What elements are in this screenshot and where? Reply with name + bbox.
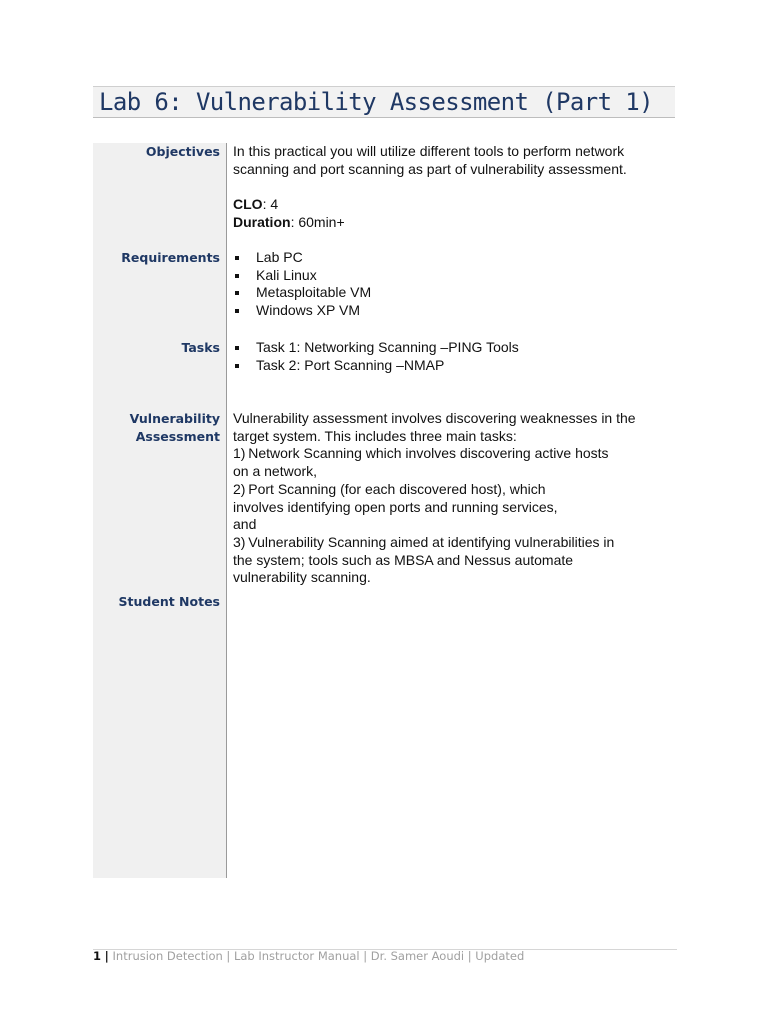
page-number: 1 (93, 949, 102, 963)
text-line: Vulnerability assessment involves discovering weaknesses in the (233, 410, 636, 426)
tasks-section (233, 339, 678, 374)
duration-value: : 60min+ (290, 214, 345, 230)
text-line: 1) Network Scanning which involves discovering active hosts (233, 445, 609, 462)
list-item: Windows XP VM (233, 302, 678, 320)
student-notes-label: Student Notes (118, 594, 220, 609)
list-item: Task 2: Port Scanning –NMAP (233, 357, 678, 375)
text-line: 2) Port Scanning (for each discovered host), which (233, 480, 546, 497)
vulnerability-assessment-label (100, 410, 220, 445)
text-line: and (233, 516, 257, 533)
requirements-list (233, 249, 678, 320)
tasks-label: Tasks (181, 340, 220, 355)
requirements-section (233, 249, 678, 320)
duration-label: Duration (233, 214, 291, 230)
list-item: Lab PC (233, 249, 678, 267)
text-line: on a network, (233, 463, 318, 480)
title-bar (93, 86, 675, 118)
list-item: Task 1: Networking Scanning –PING Tools (233, 339, 678, 357)
vulnerability-assessment-section (233, 410, 678, 587)
list-item: Kali Linux (233, 267, 678, 285)
footer-separator: | (104, 949, 109, 963)
requirements-label: Requirements (121, 250, 220, 265)
text-line: involves identifying open ports and running services, (233, 498, 558, 515)
label-line: Assessment (135, 428, 220, 444)
objectives-label: Objectives (145, 144, 220, 159)
tasks-list (233, 339, 678, 374)
objectives-section (233, 143, 678, 178)
text-line: target system. This includes three main tasks: (233, 427, 517, 444)
list-item: Metasploitable VM (233, 284, 678, 302)
text-line: 3) Vulnerability Scanning aimed at identifying vulnerabilities in (233, 533, 615, 550)
text-line: vulnerability scanning. (233, 569, 371, 586)
page-footer (93, 949, 543, 964)
duration-line (233, 214, 678, 232)
clo-line (233, 196, 678, 214)
clo-value: : 4 (262, 196, 279, 212)
objectives-text: In this practical you will utilize different tools to perform network scanning and port scanning as part of vulnerability assessment. (233, 143, 627, 177)
text-line: the system; tools such as MBSA and Nessus automate (233, 551, 574, 568)
page-title: Lab 6: Vulnerability Assessment (Part 1) (99, 88, 653, 116)
footer-text: Intrusion Detection | Lab Instructor Manual | Dr. Samer Aoudi | Updated (112, 949, 525, 963)
label-line: Vulnerability (129, 411, 220, 426)
clo-label: CLO (233, 196, 263, 212)
